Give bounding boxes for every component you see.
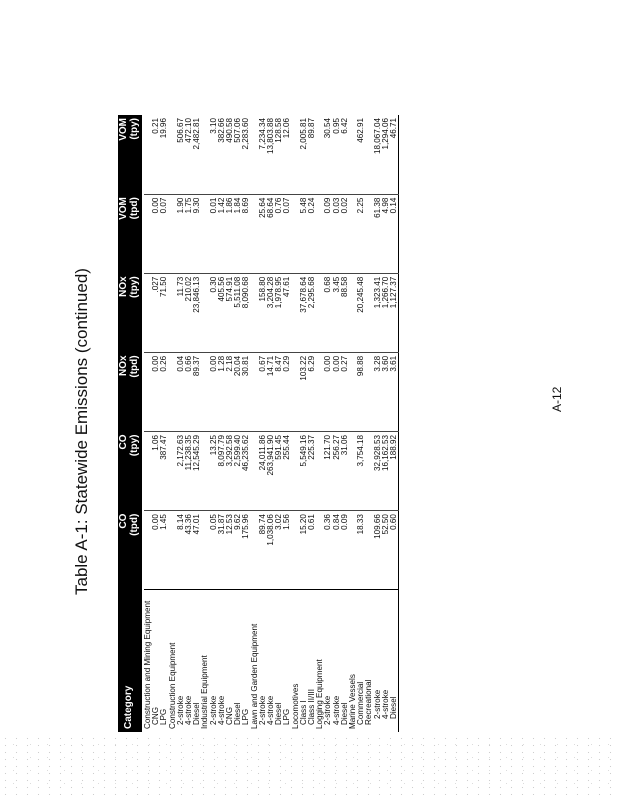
row-value: 8,090.68 bbox=[242, 273, 250, 352]
row-label: 4-stroke bbox=[331, 695, 341, 725]
row-value: 15.20 bbox=[300, 511, 308, 590]
row-label: Commercial bbox=[356, 681, 366, 725]
row-value: 103.22 bbox=[300, 352, 308, 431]
row-value: 2.18 bbox=[226, 352, 234, 431]
row-value: 88.58 bbox=[341, 273, 349, 352]
row-value: 1.45 bbox=[160, 511, 168, 590]
row-value: 591.45 bbox=[275, 432, 283, 511]
row-value: 47.01 bbox=[193, 511, 201, 590]
row-value: 1.28 bbox=[218, 352, 226, 431]
row-value: 3.61 bbox=[390, 352, 399, 431]
row-value: 0.67 bbox=[259, 352, 267, 431]
row-label: LPG bbox=[159, 708, 169, 725]
header-row bbox=[118, 115, 142, 732]
row-value: 0.66 bbox=[185, 352, 193, 431]
row-value: 0.02 bbox=[341, 194, 349, 273]
row-value: 405.56 bbox=[218, 273, 226, 352]
row-value: 2,005.81 bbox=[300, 115, 308, 194]
row-value: 0.95 bbox=[333, 115, 341, 194]
row-value: 6.42 bbox=[341, 115, 349, 194]
row-label: Construction Equipment bbox=[167, 642, 177, 729]
row-value: 5,549.16 bbox=[300, 432, 308, 511]
row-value: 24,011.86 bbox=[259, 432, 267, 511]
row-label: Marine Vessels bbox=[348, 674, 358, 729]
row-value: 0.36 bbox=[324, 511, 332, 590]
row-label: 4-stroke bbox=[184, 695, 194, 725]
row-label: 2-stroke bbox=[257, 695, 267, 725]
row-value: 0.04 bbox=[177, 352, 185, 431]
row-value: 1.90 bbox=[177, 194, 185, 273]
row-value: 0.24 bbox=[308, 194, 316, 273]
row-value: 2,482.81 bbox=[193, 115, 201, 194]
row-value: 20.04 bbox=[234, 352, 242, 431]
row-value: 8.14 bbox=[177, 511, 185, 590]
row-value: 43.36 bbox=[185, 511, 193, 590]
row-value: .027 bbox=[152, 273, 160, 352]
row-value: 23,846.13 bbox=[193, 273, 201, 352]
table-row bbox=[283, 115, 291, 732]
scan-noise bbox=[0, 735, 619, 795]
row-value: 1,978.95 bbox=[275, 273, 283, 352]
row-value: 0.00 bbox=[152, 511, 160, 590]
row-value: 4.98 bbox=[382, 194, 390, 273]
row-value: 30.81 bbox=[242, 352, 250, 431]
row-value: 0.03 bbox=[333, 194, 341, 273]
row-value: 25.64 bbox=[259, 194, 267, 273]
row-value: 0.07 bbox=[283, 194, 291, 273]
emissions-table bbox=[118, 115, 399, 732]
row-value: 0.30 bbox=[210, 273, 218, 352]
row-value: 121.70 bbox=[324, 432, 332, 511]
row-label: CNG bbox=[151, 707, 161, 725]
row-label: 2-stroke bbox=[372, 689, 382, 719]
row-label: 2-stroke bbox=[175, 695, 185, 725]
row-value: 3.45 bbox=[333, 273, 341, 352]
row-value: 46,235.62 bbox=[242, 432, 250, 511]
row-value: 1.86 bbox=[226, 194, 234, 273]
row-value: 574.91 bbox=[226, 273, 234, 352]
row-label: Class I bbox=[298, 700, 308, 725]
row-value: 3,204.28 bbox=[267, 273, 275, 352]
table-row bbox=[308, 115, 316, 732]
row-label: 2-stroke bbox=[208, 695, 218, 725]
row-value: 12.53 bbox=[226, 511, 234, 590]
row-value: 0.27 bbox=[341, 352, 349, 431]
row-label: LPG bbox=[282, 708, 292, 725]
table-row bbox=[160, 115, 168, 732]
row-value: 0.60 bbox=[390, 511, 399, 590]
row-value: 32,928.53 bbox=[374, 432, 382, 511]
row-value: 1,266.70 bbox=[382, 273, 390, 352]
row-value: 0.00 bbox=[333, 352, 341, 431]
row-value: 0.14 bbox=[390, 194, 399, 273]
row-value: 506.67 bbox=[177, 115, 185, 194]
row-label: 4-stroke bbox=[266, 695, 276, 725]
row-value: 387.47 bbox=[160, 432, 168, 511]
row-value: 18,067.04 bbox=[374, 115, 382, 194]
row-value: 1.75 bbox=[185, 194, 193, 273]
row-label: Logging Equipment bbox=[315, 659, 325, 729]
row-value: 3,292.58 bbox=[226, 432, 234, 511]
column-header-nox-tpy: NOx (tpy) bbox=[118, 276, 140, 298]
row-value: 11,238.35 bbox=[185, 432, 193, 511]
row-value: 16,162.53 bbox=[382, 432, 390, 511]
row-value: 225.37 bbox=[308, 432, 316, 511]
row-value: 89.87 bbox=[308, 115, 316, 194]
row-value: 1.56 bbox=[283, 511, 291, 590]
row-value: 1,038.06 bbox=[267, 511, 275, 590]
row-value: 2.25 bbox=[357, 194, 365, 273]
row-value: 37,678.64 bbox=[300, 273, 308, 352]
page-number: A-12 bbox=[550, 386, 564, 412]
row-value: 2,172.63 bbox=[177, 432, 185, 511]
row-value: 68.64 bbox=[267, 194, 275, 273]
row-value: 71.50 bbox=[160, 273, 168, 352]
row-value: 462.91 bbox=[357, 115, 365, 194]
row-label: LPG bbox=[241, 708, 251, 725]
row-label: Diesel bbox=[389, 696, 399, 719]
row-value: 0.21 bbox=[152, 115, 160, 194]
row-value: 255.44 bbox=[283, 432, 291, 511]
row-value: 2,599.40 bbox=[234, 432, 242, 511]
row-label: Diesel bbox=[233, 702, 243, 725]
row-value: 47.61 bbox=[283, 273, 291, 352]
row-value: 0.09 bbox=[341, 511, 349, 590]
column-header-vom-tpy: VOM (tpy) bbox=[118, 118, 140, 141]
row-value: 0.01 bbox=[210, 194, 218, 273]
table-title: Table A-1: Statewide Emissions (continued) bbox=[72, 268, 91, 595]
row-value: 9.30 bbox=[193, 194, 201, 273]
row-value: 0.29 bbox=[283, 352, 291, 431]
row-value: 8.69 bbox=[242, 194, 250, 273]
row-value: 2,283.60 bbox=[242, 115, 250, 194]
row-value: 89.74 bbox=[259, 511, 267, 590]
column-header-category: Category bbox=[123, 685, 135, 729]
row-label: Diesel bbox=[274, 702, 284, 725]
row-value: 188.92 bbox=[390, 432, 399, 511]
row-value: 0.09 bbox=[324, 194, 332, 273]
row-label: Industrial Equipment bbox=[200, 655, 210, 729]
table-row bbox=[193, 115, 201, 732]
row-value: 89.37 bbox=[193, 352, 201, 431]
row-value: 1.06 bbox=[152, 432, 160, 511]
row-value: 0.00 bbox=[152, 352, 160, 431]
row-value: 1,323.41 bbox=[374, 273, 382, 352]
table-row bbox=[357, 115, 365, 732]
row-value: 3.60 bbox=[382, 352, 390, 431]
row-value: 210.02 bbox=[185, 273, 193, 352]
row-value: 7,234.34 bbox=[259, 115, 267, 194]
row-value: 3.28 bbox=[374, 352, 382, 431]
row-value: 61.38 bbox=[374, 194, 382, 273]
column-header-co-tpd: CO (tpd) bbox=[118, 513, 140, 536]
column-header-vom-tpd: VOM (tpd) bbox=[118, 197, 140, 220]
row-value: 13,803.88 bbox=[267, 115, 275, 194]
row-value: 3.10 bbox=[210, 115, 218, 194]
table-row bbox=[390, 115, 399, 732]
row-label: Diesel bbox=[339, 702, 349, 725]
row-value: 0.00 bbox=[324, 352, 332, 431]
row-value: 12.06 bbox=[283, 115, 291, 194]
row-value: 3.02 bbox=[275, 511, 283, 590]
row-value: 0.26 bbox=[160, 352, 168, 431]
row-value: 0.07 bbox=[160, 194, 168, 273]
row-label: Class II/III bbox=[307, 689, 317, 725]
row-value: 9.62 bbox=[234, 511, 242, 590]
row-value: 2,295.68 bbox=[308, 273, 316, 352]
row-value: 128.58 bbox=[275, 115, 283, 194]
row-value: 1,127.37 bbox=[390, 273, 399, 352]
row-value: 0.00 bbox=[210, 352, 218, 431]
row-value: 0.68 bbox=[324, 273, 332, 352]
row-value: 14.71 bbox=[267, 352, 275, 431]
row-value: 1.84 bbox=[234, 194, 242, 273]
row-value: 472.10 bbox=[185, 115, 193, 194]
row-value: 12,545.29 bbox=[193, 432, 201, 511]
row-value: 0.61 bbox=[308, 511, 316, 590]
row-value: 5,511.08 bbox=[234, 273, 242, 352]
row-value: 109.66 bbox=[374, 511, 382, 590]
row-value: 490.58 bbox=[226, 115, 234, 194]
row-value: 1.42 bbox=[218, 194, 226, 273]
row-label: CNG bbox=[225, 707, 235, 725]
row-value: 507.06 bbox=[234, 115, 242, 194]
row-value: 382.66 bbox=[218, 115, 226, 194]
row-value: 256.27 bbox=[333, 432, 341, 511]
row-value: 19.96 bbox=[160, 115, 168, 194]
row-label: Locomotives bbox=[290, 683, 300, 729]
row-label: 4-stroke bbox=[216, 695, 226, 725]
row-label: 4-stroke bbox=[380, 689, 390, 719]
row-value: 98.88 bbox=[357, 352, 365, 431]
row-value: 0.84 bbox=[333, 511, 341, 590]
row-value: 263,941.90 bbox=[267, 432, 275, 511]
row-value: 31.06 bbox=[341, 432, 349, 511]
row-value: 0.76 bbox=[275, 194, 283, 273]
row-value: 46.71 bbox=[390, 115, 399, 194]
row-value: 13.25 bbox=[210, 432, 218, 511]
row-value: 31.87 bbox=[218, 511, 226, 590]
row-value: 30.54 bbox=[324, 115, 332, 194]
column-header-nox-tpd: NOx (tpd) bbox=[118, 355, 140, 378]
row-value: 8.47 bbox=[275, 352, 283, 431]
table-row bbox=[341, 115, 349, 732]
row-value: 175.96 bbox=[242, 511, 250, 590]
row-label: Recreational bbox=[364, 679, 374, 725]
row-value: 158.80 bbox=[259, 273, 267, 352]
row-label: Lawn and Garden Equipment bbox=[249, 623, 259, 729]
row-value: 18.33 bbox=[357, 511, 365, 590]
row-value: 6.29 bbox=[308, 352, 316, 431]
row-value: 11.73 bbox=[177, 273, 185, 352]
row-value: 3,754.18 bbox=[357, 432, 365, 511]
row-value: 1,294.06 bbox=[382, 115, 390, 194]
row-label: 2-stroke bbox=[323, 695, 333, 725]
row-value: 0.00 bbox=[152, 194, 160, 273]
table-body bbox=[142, 115, 399, 732]
row-value: 8,097.79 bbox=[218, 432, 226, 511]
row-label: Diesel bbox=[192, 702, 202, 725]
row-value: 0.05 bbox=[210, 511, 218, 590]
row-value: 5.48 bbox=[300, 194, 308, 273]
row-value: 52.50 bbox=[382, 511, 390, 590]
column-header-co-tpy: CO (tpy) bbox=[118, 434, 140, 457]
row-value: 20,245.48 bbox=[357, 273, 365, 352]
row-label: Construction and Mining Equipment bbox=[143, 600, 152, 729]
